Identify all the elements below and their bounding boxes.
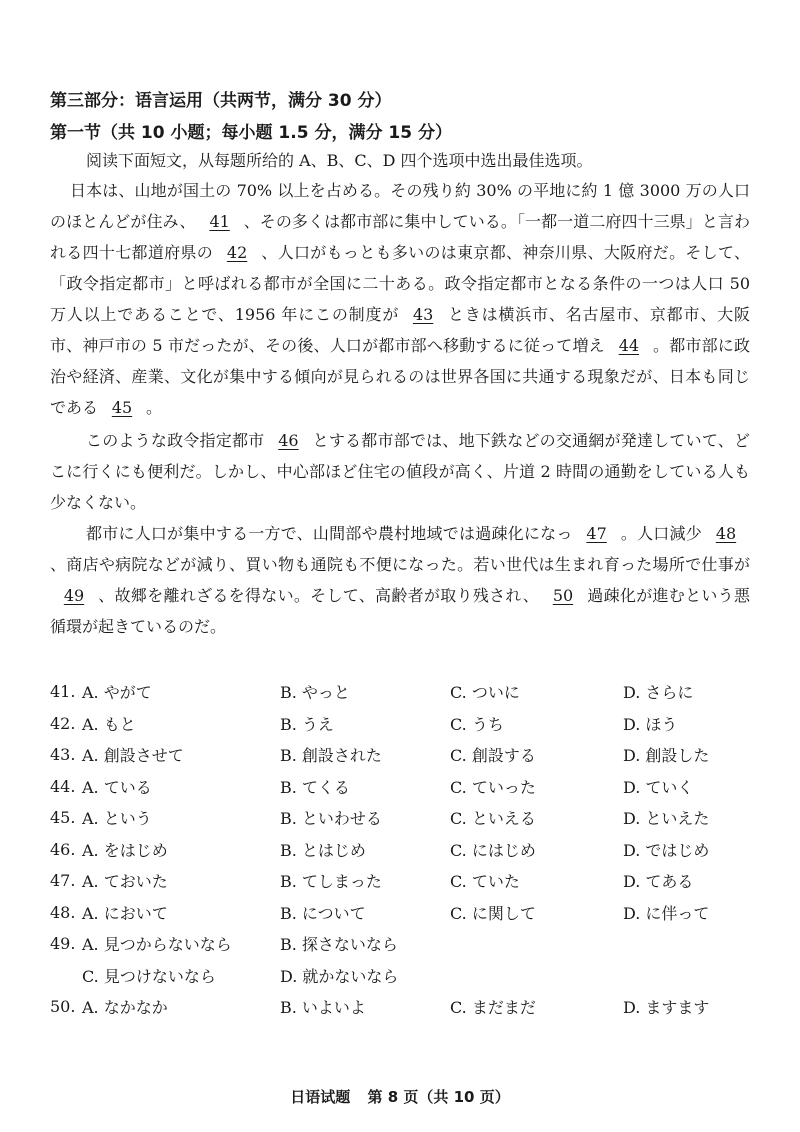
blank-44: 44 — [618, 336, 640, 355]
question-row-48 — [50, 897, 750, 929]
blank-42: 42 — [226, 243, 248, 262]
question-number: 46. — [50, 839, 76, 859]
option-b: B. うえ — [280, 714, 334, 734]
option-a: A. ている — [82, 777, 152, 797]
option-c: C. 創設する — [450, 746, 536, 766]
blank-48: 48 — [715, 524, 737, 543]
option-d: D. といえた — [623, 809, 710, 829]
question-row-46 — [50, 834, 750, 866]
question-number: 41. — [50, 682, 76, 702]
option-b: B. いよいよ — [280, 998, 366, 1018]
option-b: B. てしまった — [280, 872, 382, 892]
question-number: 47. — [50, 871, 76, 891]
question-row-42 — [50, 708, 750, 740]
option-c: C. 見つけないなら — [82, 966, 216, 986]
option-b: B. とはじめ — [280, 840, 366, 860]
option-b: B. 探さないなら — [280, 935, 398, 955]
blank-49: 49 — [63, 586, 85, 605]
option-a: A. という — [82, 809, 152, 829]
option-c: C. に関して — [450, 903, 536, 923]
instructions: 阅读下面短文，从每题所给的 A、B、C、D 四个选项中选出最佳选项。 — [86, 151, 593, 170]
passage-paragraph-1 — [50, 175, 750, 423]
question-row-41 — [50, 676, 750, 708]
question-number: 49. — [50, 934, 76, 954]
option-d: D. ほう — [623, 714, 678, 734]
question-number: 44. — [50, 776, 76, 796]
question-row-45 — [50, 802, 750, 834]
option-d: D. ていく — [623, 777, 694, 797]
option-b: B. 創設された — [280, 746, 382, 766]
option-d: D. さらに — [623, 683, 694, 703]
option-d: D. 就かないなら — [280, 966, 399, 986]
option-d: D. ますます — [623, 998, 710, 1018]
option-c: C. ついに — [450, 683, 520, 703]
option-c: C. といえる — [450, 809, 536, 829]
option-c: C. にはじめ — [450, 840, 536, 860]
passage-text: 都市に人口が集中する一方で、山間部や農村地域では過疎化になっ — [86, 524, 573, 543]
page-footer — [0, 1086, 800, 1107]
option-a: A. 創設させて — [82, 746, 184, 766]
option-b: B. について — [280, 903, 366, 923]
passage-text: 過疎化が進むという悪循環が起きているのだ。 — [50, 586, 750, 636]
option-a: A. やがて — [82, 683, 152, 703]
question-row-44 — [50, 771, 750, 803]
passage-text: このような政令指定都市 — [86, 431, 265, 450]
footer-page-number: 第 8 页（共 10 页） — [367, 1088, 510, 1106]
passage-paragraph-2 — [50, 425, 750, 518]
question-number: 43. — [50, 745, 76, 765]
question-row-50 — [50, 991, 750, 1023]
option-d: D. 創設した — [623, 746, 710, 766]
part-title: 第三部分：语言运用（共两节，满分 30 分） — [50, 91, 392, 111]
section-title: 第一节（共 10 小题；每小题 1.5 分，满分 15 分） — [50, 123, 452, 143]
passage-text: 日本は、山地が国土の 70% 以上を占める。その残り約 30% の平地に約 1 億 3000 万の人口のほとんどが住み、 — [50, 181, 750, 231]
blank-45: 45 — [111, 398, 133, 417]
passage-text: 。人口減少 — [620, 524, 702, 543]
option-d: D. に伴って — [623, 903, 710, 923]
option-d: D. てある — [623, 872, 694, 892]
question-row-49-continued — [50, 960, 750, 992]
question-row-47 — [50, 865, 750, 897]
blank-50: 50 — [552, 586, 574, 605]
question-options — [50, 676, 750, 1023]
passage-text: 。都市部に政治や経済、産業、文化が集中する傾向が見られるのは世界各国に共通する現象だが、日本も同じである — [50, 336, 750, 417]
option-b: B. てくる — [280, 777, 350, 797]
question-number: 50. — [50, 997, 76, 1017]
passage-text: とする都市部では、地下鉄などの交通網が発達していて、どこに行くにも便利だ。しかし、中心部ほど住宅の値段が高く、片道 2 時間の通勤をしている人も少なくない。 — [50, 431, 750, 512]
blank-46: 46 — [278, 431, 299, 450]
option-c: C. まだまだ — [450, 998, 536, 1018]
option-d: D. ではじめ — [623, 840, 710, 860]
option-a: A. をはじめ — [82, 840, 168, 860]
option-c: C. うち — [450, 714, 504, 734]
passage-text: 、その多くは都市部に集中している。「一都一道二府四十三県」と言われる四十七都道府県の — [50, 212, 750, 262]
passage-text: 、商店や病院などが減り、買い物も通院も不便になった。若い世代は生まれ育った場所で仕事が — [50, 555, 750, 574]
option-b: B. といわせる — [280, 809, 382, 829]
option-a: A. において — [82, 903, 168, 923]
passage-text: 、人口がもっとも多いのは東京都、神奈川県、大阪府だ。そして、「政令指定都市」と呼ばれる都市が全国に二十ある。政令指定都市となる条件の一つは人口 50 万人以上であることで、1956 年にこの制度が — [50, 243, 750, 324]
passage-paragraph-3 — [50, 518, 750, 642]
passage-text: 。 — [146, 398, 163, 417]
blank-47: 47 — [586, 524, 607, 543]
option-a: A. もと — [82, 714, 136, 734]
question-row-49 — [50, 928, 750, 960]
option-c: C. ていった — [450, 777, 536, 797]
passage-text: ときは横浜市、名古屋市、京都市、大阪市、神戸市の 5 市だったが、その後、人口が都市部へ移動するに従って増え — [50, 305, 750, 355]
passage-text: 、故郷を離れざるを得ない。そして、高齢者が取り残され、 — [98, 586, 539, 605]
option-a: A. ておいた — [82, 872, 168, 892]
footer-subject: 日语试题 — [290, 1088, 351, 1106]
question-number: 45. — [50, 808, 76, 828]
option-b: B. やっと — [280, 683, 350, 703]
blank-43: 43 — [412, 305, 434, 324]
option-c: C. ていた — [450, 872, 520, 892]
question-row-43 — [50, 739, 750, 771]
question-number: 42. — [50, 713, 76, 733]
option-a: A. 見つからないなら — [82, 935, 232, 955]
question-number: 48. — [50, 902, 76, 922]
blank-41: 41 — [209, 212, 230, 231]
option-a: A. なかなか — [82, 998, 168, 1018]
